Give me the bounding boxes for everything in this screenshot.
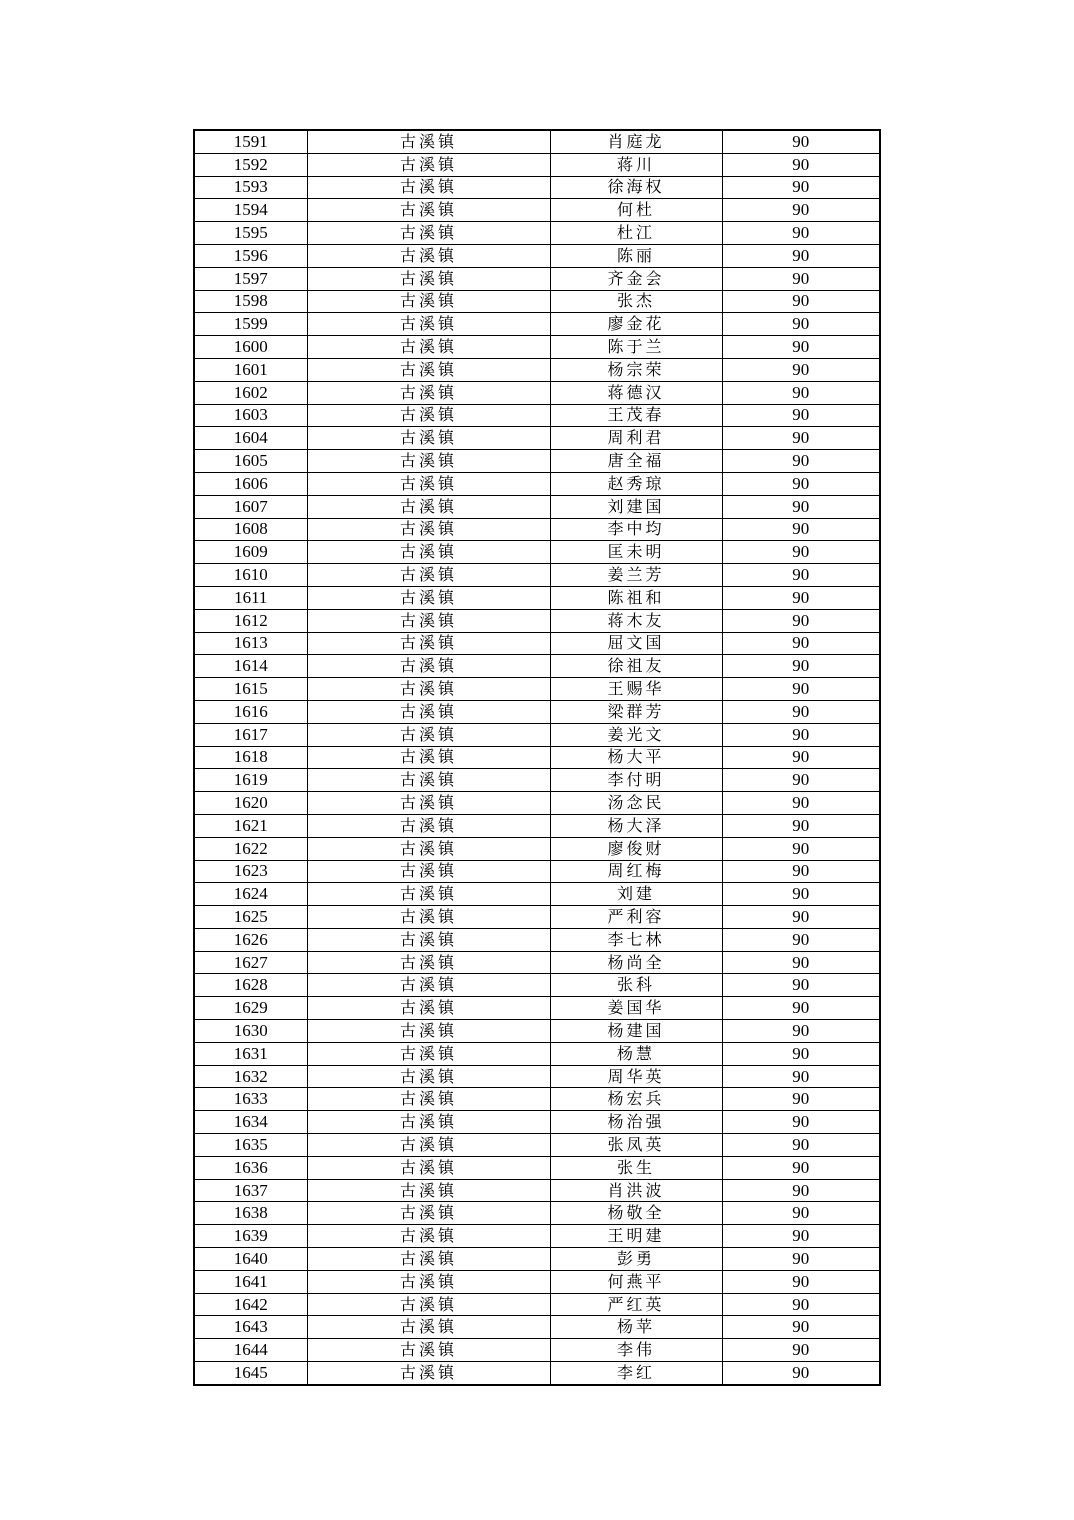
row-number-cell: 1599: [194, 313, 307, 336]
score-cell: 90: [722, 1225, 880, 1248]
row-number-cell: 1614: [194, 655, 307, 678]
town-cell: 古溪镇: [307, 928, 550, 951]
person-name-cell: 陈于兰: [550, 336, 722, 359]
roster-table: [193, 129, 881, 1386]
score-cell: 90: [722, 472, 880, 495]
table-row: [194, 1270, 880, 1293]
town-cell: 古溪镇: [307, 906, 550, 929]
town-cell: 古溪镇: [307, 1225, 550, 1248]
person-name-cell: 蒋川: [550, 153, 722, 176]
score-cell: 90: [722, 974, 880, 997]
person-name-cell: 张生: [550, 1156, 722, 1179]
table-row: [194, 541, 880, 564]
person-name-cell: 姜国华: [550, 997, 722, 1020]
row-number-cell: 1644: [194, 1339, 307, 1362]
town-cell: 古溪镇: [307, 153, 550, 176]
row-number-cell: 1628: [194, 974, 307, 997]
score-cell: 90: [722, 199, 880, 222]
town-cell: 古溪镇: [307, 997, 550, 1020]
score-cell: 90: [722, 814, 880, 837]
town-cell: 古溪镇: [307, 586, 550, 609]
row-number-cell: 1621: [194, 814, 307, 837]
town-cell: 古溪镇: [307, 518, 550, 541]
person-name-cell: 王茂春: [550, 404, 722, 427]
person-name-cell: 李中均: [550, 518, 722, 541]
table-row: [194, 1293, 880, 1316]
row-number-cell: 1642: [194, 1293, 307, 1316]
town-cell: 古溪镇: [307, 336, 550, 359]
table-row: [194, 1042, 880, 1065]
person-name-cell: 杨尚全: [550, 951, 722, 974]
person-name-cell: 汤念民: [550, 792, 722, 815]
row-number-cell: 1627: [194, 951, 307, 974]
row-number-cell: 1633: [194, 1088, 307, 1111]
score-cell: 90: [722, 1179, 880, 1202]
town-cell: 古溪镇: [307, 1362, 550, 1385]
score-cell: 90: [722, 609, 880, 632]
table-row: [194, 1111, 880, 1134]
table-row: [194, 746, 880, 769]
town-cell: 古溪镇: [307, 814, 550, 837]
score-cell: 90: [722, 130, 880, 153]
row-number-cell: 1641: [194, 1270, 307, 1293]
row-number-cell: 1615: [194, 678, 307, 701]
row-number-cell: 1617: [194, 723, 307, 746]
table-row: [194, 1202, 880, 1225]
table-row: [194, 199, 880, 222]
table-row: [194, 906, 880, 929]
town-cell: 古溪镇: [307, 632, 550, 655]
score-cell: 90: [722, 518, 880, 541]
score-cell: 90: [722, 1339, 880, 1362]
table-row: [194, 609, 880, 632]
score-cell: 90: [722, 381, 880, 404]
score-cell: 90: [722, 700, 880, 723]
person-name-cell: 廖金花: [550, 313, 722, 336]
table-row: [194, 153, 880, 176]
person-name-cell: 杨宗荣: [550, 358, 722, 381]
table-row: [194, 472, 880, 495]
person-name-cell: 李红: [550, 1362, 722, 1385]
person-name-cell: 杨大平: [550, 746, 722, 769]
town-cell: 古溪镇: [307, 1179, 550, 1202]
town-cell: 古溪镇: [307, 176, 550, 199]
row-number-cell: 1609: [194, 541, 307, 564]
person-name-cell: 姜兰芳: [550, 564, 722, 587]
score-cell: 90: [722, 1134, 880, 1157]
row-number-cell: 1606: [194, 472, 307, 495]
person-name-cell: 何燕平: [550, 1270, 722, 1293]
table-row: [194, 130, 880, 153]
table-row: [194, 1134, 880, 1157]
score-cell: 90: [722, 928, 880, 951]
row-number-cell: 1594: [194, 199, 307, 222]
person-name-cell: 梁群芳: [550, 700, 722, 723]
person-name-cell: 姜光文: [550, 723, 722, 746]
row-number-cell: 1600: [194, 336, 307, 359]
town-cell: 古溪镇: [307, 427, 550, 450]
person-name-cell: 何杜: [550, 199, 722, 222]
person-name-cell: 周红梅: [550, 860, 722, 883]
score-cell: 90: [722, 1248, 880, 1271]
score-cell: 90: [722, 1088, 880, 1111]
row-number-cell: 1645: [194, 1362, 307, 1385]
person-name-cell: 肖洪波: [550, 1179, 722, 1202]
person-name-cell: 杨苹: [550, 1316, 722, 1339]
row-number-cell: 1592: [194, 153, 307, 176]
table-row: [194, 1248, 880, 1271]
score-cell: 90: [722, 1156, 880, 1179]
person-name-cell: 刘建国: [550, 495, 722, 518]
town-cell: 古溪镇: [307, 860, 550, 883]
row-number-cell: 1634: [194, 1111, 307, 1134]
row-number-cell: 1610: [194, 564, 307, 587]
score-cell: 90: [722, 1111, 880, 1134]
town-cell: 古溪镇: [307, 883, 550, 906]
score-cell: 90: [722, 1270, 880, 1293]
person-name-cell: 刘建: [550, 883, 722, 906]
table-row: [194, 336, 880, 359]
table-row: [194, 244, 880, 267]
table-row: [194, 928, 880, 951]
town-cell: 古溪镇: [307, 404, 550, 427]
score-cell: 90: [722, 1293, 880, 1316]
town-cell: 古溪镇: [307, 541, 550, 564]
person-name-cell: 匡未明: [550, 541, 722, 564]
row-number-cell: 1593: [194, 176, 307, 199]
town-cell: 古溪镇: [307, 655, 550, 678]
row-number-cell: 1608: [194, 518, 307, 541]
row-number-cell: 1631: [194, 1042, 307, 1065]
table-row: [194, 769, 880, 792]
town-cell: 古溪镇: [307, 1339, 550, 1362]
table-row: [194, 450, 880, 473]
row-number-cell: 1643: [194, 1316, 307, 1339]
person-name-cell: 肖庭龙: [550, 130, 722, 153]
person-name-cell: 严利容: [550, 906, 722, 929]
person-name-cell: 徐海权: [550, 176, 722, 199]
town-cell: 古溪镇: [307, 1293, 550, 1316]
town-cell: 古溪镇: [307, 792, 550, 815]
table-row: [194, 1225, 880, 1248]
score-cell: 90: [722, 267, 880, 290]
row-number-cell: 1601: [194, 358, 307, 381]
table-row: [194, 1156, 880, 1179]
town-cell: 古溪镇: [307, 1270, 550, 1293]
score-cell: 90: [722, 313, 880, 336]
town-cell: 古溪镇: [307, 1111, 550, 1134]
person-name-cell: 杨治强: [550, 1111, 722, 1134]
town-cell: 古溪镇: [307, 700, 550, 723]
score-cell: 90: [722, 358, 880, 381]
person-name-cell: 屈文国: [550, 632, 722, 655]
score-cell: 90: [722, 404, 880, 427]
score-cell: 90: [722, 1065, 880, 1088]
row-number-cell: 1636: [194, 1156, 307, 1179]
table-row: [194, 1179, 880, 1202]
score-cell: 90: [722, 176, 880, 199]
row-number-cell: 1596: [194, 244, 307, 267]
row-number-cell: 1616: [194, 700, 307, 723]
score-cell: 90: [722, 541, 880, 564]
town-cell: 古溪镇: [307, 199, 550, 222]
row-number-cell: 1622: [194, 837, 307, 860]
person-name-cell: 周华英: [550, 1065, 722, 1088]
table-row: [194, 974, 880, 997]
table-row: [194, 1316, 880, 1339]
row-number-cell: 1620: [194, 792, 307, 815]
row-number-cell: 1625: [194, 906, 307, 929]
person-name-cell: 齐金会: [550, 267, 722, 290]
person-name-cell: 严红英: [550, 1293, 722, 1316]
table-row: [194, 290, 880, 313]
score-cell: 90: [722, 678, 880, 701]
table-row: [194, 678, 880, 701]
row-number-cell: 1612: [194, 609, 307, 632]
score-cell: 90: [722, 1202, 880, 1225]
table-row: [194, 586, 880, 609]
town-cell: 古溪镇: [307, 381, 550, 404]
person-name-cell: 李七林: [550, 928, 722, 951]
town-cell: 古溪镇: [307, 1020, 550, 1043]
row-number-cell: 1619: [194, 769, 307, 792]
table-row: [194, 495, 880, 518]
table-row: [194, 837, 880, 860]
town-cell: 古溪镇: [307, 723, 550, 746]
score-cell: 90: [722, 1362, 880, 1385]
town-cell: 古溪镇: [307, 313, 550, 336]
score-cell: 90: [722, 906, 880, 929]
table-row: [194, 267, 880, 290]
row-number-cell: 1613: [194, 632, 307, 655]
town-cell: 古溪镇: [307, 678, 550, 701]
row-number-cell: 1626: [194, 928, 307, 951]
town-cell: 古溪镇: [307, 244, 550, 267]
town-cell: 古溪镇: [307, 746, 550, 769]
person-name-cell: 杨慧: [550, 1042, 722, 1065]
town-cell: 古溪镇: [307, 609, 550, 632]
table-row: [194, 860, 880, 883]
score-cell: 90: [722, 1316, 880, 1339]
row-number-cell: 1603: [194, 404, 307, 427]
row-number-cell: 1624: [194, 883, 307, 906]
row-number-cell: 1639: [194, 1225, 307, 1248]
score-cell: 90: [722, 290, 880, 313]
town-cell: 古溪镇: [307, 472, 550, 495]
table-row: [194, 632, 880, 655]
town-cell: 古溪镇: [307, 1202, 550, 1225]
table-row: [194, 404, 880, 427]
table-row: [194, 381, 880, 404]
score-cell: 90: [722, 860, 880, 883]
person-name-cell: 杜江: [550, 222, 722, 245]
score-cell: 90: [722, 1042, 880, 1065]
row-number-cell: 1607: [194, 495, 307, 518]
score-cell: 90: [722, 792, 880, 815]
person-name-cell: 唐全福: [550, 450, 722, 473]
score-cell: 90: [722, 632, 880, 655]
person-name-cell: 蒋德汉: [550, 381, 722, 404]
score-cell: 90: [722, 1020, 880, 1043]
table-row: [194, 792, 880, 815]
row-number-cell: 1602: [194, 381, 307, 404]
table-row: [194, 358, 880, 381]
table-row: [194, 564, 880, 587]
table-row: [194, 700, 880, 723]
row-number-cell: 1623: [194, 860, 307, 883]
town-cell: 古溪镇: [307, 290, 550, 313]
table-row: [194, 313, 880, 336]
town-cell: 古溪镇: [307, 769, 550, 792]
score-cell: 90: [722, 427, 880, 450]
row-number-cell: 1637: [194, 1179, 307, 1202]
person-name-cell: 杨宏兵: [550, 1088, 722, 1111]
row-number-cell: 1618: [194, 746, 307, 769]
person-name-cell: 陈丽: [550, 244, 722, 267]
table-row: [194, 883, 880, 906]
town-cell: 古溪镇: [307, 1134, 550, 1157]
person-name-cell: 杨敬全: [550, 1202, 722, 1225]
row-number-cell: 1611: [194, 586, 307, 609]
score-cell: 90: [722, 222, 880, 245]
table-row: [194, 1088, 880, 1111]
row-number-cell: 1629: [194, 997, 307, 1020]
person-name-cell: 廖俊财: [550, 837, 722, 860]
score-cell: 90: [722, 837, 880, 860]
town-cell: 古溪镇: [307, 267, 550, 290]
person-name-cell: 张杰: [550, 290, 722, 313]
score-cell: 90: [722, 723, 880, 746]
score-cell: 90: [722, 564, 880, 587]
table-row: [194, 222, 880, 245]
score-cell: 90: [722, 883, 880, 906]
town-cell: 古溪镇: [307, 450, 550, 473]
table-row: [194, 1065, 880, 1088]
table-row: [194, 176, 880, 199]
row-number-cell: 1595: [194, 222, 307, 245]
score-cell: 90: [722, 769, 880, 792]
person-name-cell: 张凤英: [550, 1134, 722, 1157]
person-name-cell: 蒋木友: [550, 609, 722, 632]
town-cell: 古溪镇: [307, 1042, 550, 1065]
town-cell: 古溪镇: [307, 837, 550, 860]
table-row: [194, 997, 880, 1020]
row-number-cell: 1635: [194, 1134, 307, 1157]
person-name-cell: 彭勇: [550, 1248, 722, 1271]
town-cell: 古溪镇: [307, 974, 550, 997]
person-name-cell: 徐祖友: [550, 655, 722, 678]
score-cell: 90: [722, 951, 880, 974]
town-cell: 古溪镇: [307, 1316, 550, 1339]
roster-table-body: [194, 130, 880, 1385]
score-cell: 90: [722, 655, 880, 678]
town-cell: 古溪镇: [307, 564, 550, 587]
row-number-cell: 1598: [194, 290, 307, 313]
person-name-cell: 陈祖和: [550, 586, 722, 609]
person-name-cell: 张科: [550, 974, 722, 997]
score-cell: 90: [722, 450, 880, 473]
person-name-cell: 王赐华: [550, 678, 722, 701]
town-cell: 古溪镇: [307, 951, 550, 974]
row-number-cell: 1591: [194, 130, 307, 153]
town-cell: 古溪镇: [307, 1088, 550, 1111]
town-cell: 古溪镇: [307, 358, 550, 381]
row-number-cell: 1604: [194, 427, 307, 450]
person-name-cell: 李付明: [550, 769, 722, 792]
person-name-cell: 王明建: [550, 1225, 722, 1248]
score-cell: 90: [722, 336, 880, 359]
score-cell: 90: [722, 153, 880, 176]
row-number-cell: 1632: [194, 1065, 307, 1088]
score-cell: 90: [722, 746, 880, 769]
table-row: [194, 951, 880, 974]
table-row: [194, 1362, 880, 1385]
table-row: [194, 1020, 880, 1043]
town-cell: 古溪镇: [307, 495, 550, 518]
person-name-cell: 杨大泽: [550, 814, 722, 837]
score-cell: 90: [722, 495, 880, 518]
row-number-cell: 1597: [194, 267, 307, 290]
table-row: [194, 814, 880, 837]
row-number-cell: 1605: [194, 450, 307, 473]
town-cell: 古溪镇: [307, 222, 550, 245]
row-number-cell: 1638: [194, 1202, 307, 1225]
town-cell: 古溪镇: [307, 130, 550, 153]
person-name-cell: 周利君: [550, 427, 722, 450]
person-name-cell: 赵秀琼: [550, 472, 722, 495]
table-row: [194, 723, 880, 746]
score-cell: 90: [722, 586, 880, 609]
row-number-cell: 1630: [194, 1020, 307, 1043]
score-cell: 90: [722, 244, 880, 267]
table-row: [194, 427, 880, 450]
town-cell: 古溪镇: [307, 1156, 550, 1179]
town-cell: 古溪镇: [307, 1248, 550, 1271]
town-cell: 古溪镇: [307, 1065, 550, 1088]
person-name-cell: 李伟: [550, 1339, 722, 1362]
table-row: [194, 518, 880, 541]
row-number-cell: 1640: [194, 1248, 307, 1271]
table-row: [194, 655, 880, 678]
person-name-cell: 杨建国: [550, 1020, 722, 1043]
score-cell: 90: [722, 997, 880, 1020]
table-row: [194, 1339, 880, 1362]
